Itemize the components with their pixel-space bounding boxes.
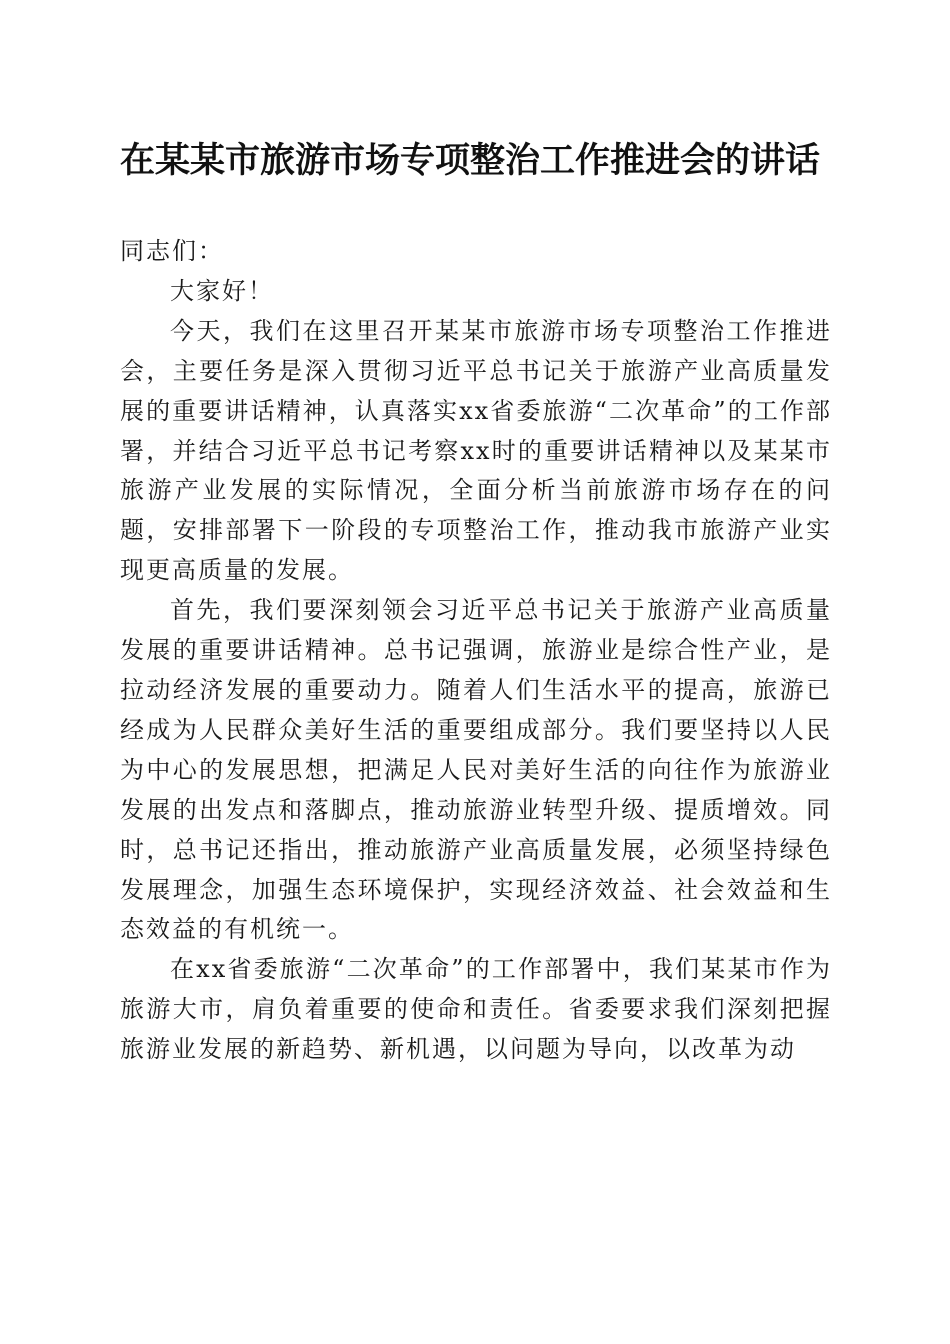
greeting: 大家好！ [170, 276, 274, 305]
paragraph-first-point: 首先，我们要深刻领会习近平总书记关于旅游产业高质量发展的重要讲话精神。总书记强调，旅游业是综合性产业，是拉动经济发展的重要动力。随着人们生活水平的提高，旅游已经成为人民群众美好生活的重要组成部分。我们要坚持以人民为中心的发展思想，把满足人民对美好生活的向往作为旅游业发展的出发点和落脚点，推动旅游业转型升级、提质增效。同时，总书记还指出，推动旅游产业高质量发展，必须坚持绿色发展理念，加强生态环境保护，实现经济效益、社会效益和生态效益的有机统一。 [120, 596, 832, 944]
paragraph-provincial-deployment: 在xx省委旅游“二次革命”的工作部署中，我们某某市作为旅游大市，肩负着重要的使命和责任。省委要求我们深刻把握旅游业发展的新趋势、新机遇，以问题为导向，以改革为动 [120, 955, 832, 1064]
document-body [120, 232, 832, 1070]
paragraph-intro: 今天，我们在这里召开某某市旅游市场专项整治工作推进会，主要任务是深入贯彻习近平总书记关于旅游产业高质量发展的重要讲话精神，认真落实xx省委旅游“二次革命”的工作部署，并结合习近平总书记考察xx时的重要讲话精神以及某某市旅游产业发展的实际情况，全面分析当前旅游市场存在的问题，安排部署下一阶段的专项整治工作，推动我市旅游产业实现更高质量的发展。 [120, 316, 832, 585]
document-title: 在某某市旅游市场专项整治工作推进会的讲话 [119, 140, 820, 181]
salutation: 同志们： [120, 237, 224, 265]
